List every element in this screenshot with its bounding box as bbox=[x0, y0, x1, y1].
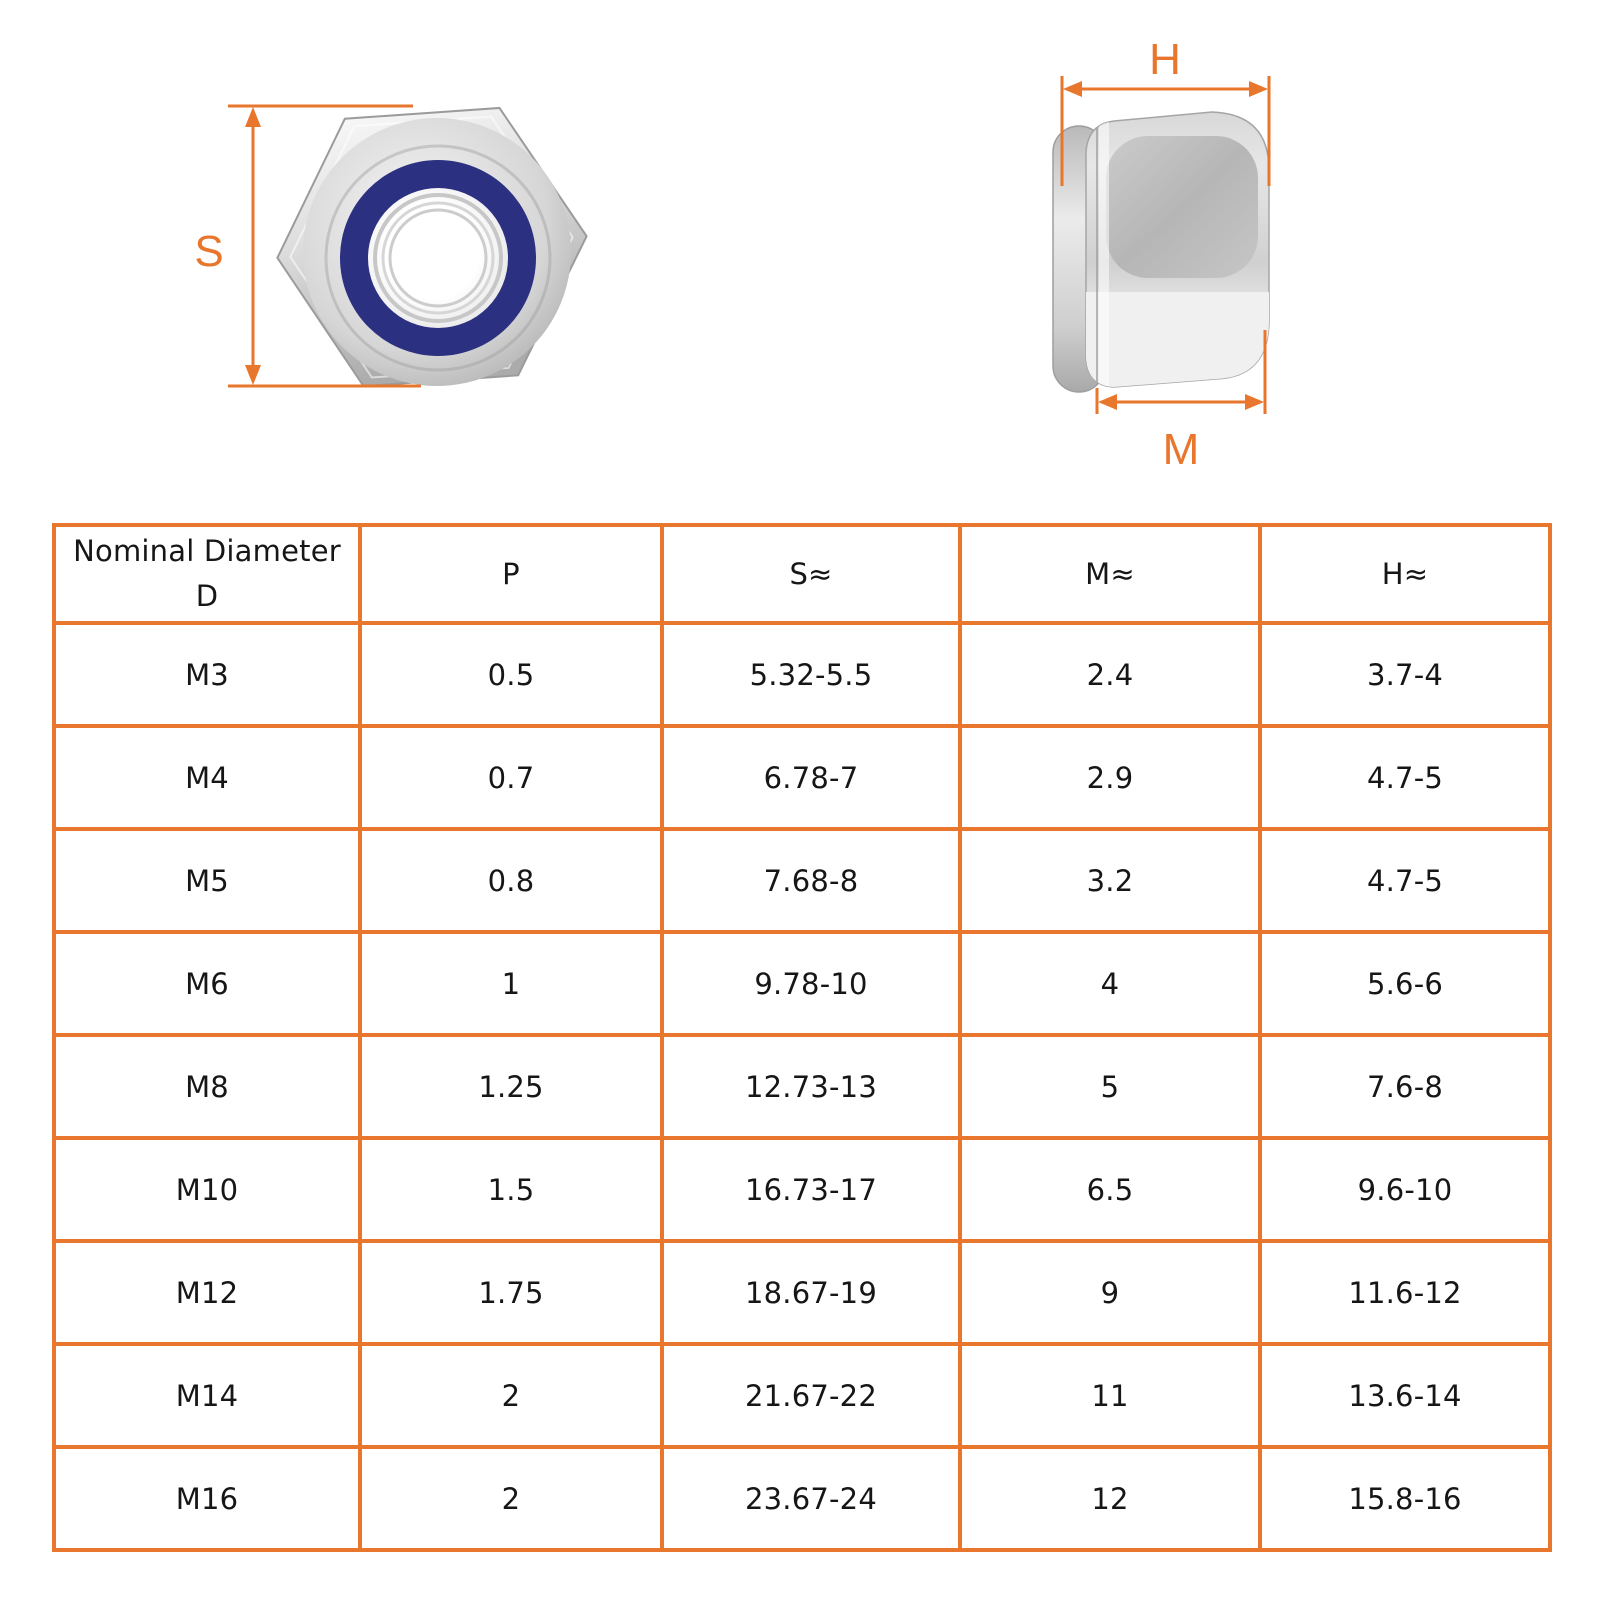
col-header-m: M≈ bbox=[960, 525, 1260, 623]
cell-s: 12.73-13 bbox=[662, 1035, 960, 1138]
cell-m: 4 bbox=[960, 932, 1260, 1035]
cell-h: 4.7-5 bbox=[1260, 726, 1550, 829]
cell-s: 18.67-19 bbox=[662, 1241, 960, 1344]
cell-size: M10 bbox=[54, 1138, 360, 1241]
table-row-m6 bbox=[54, 932, 1550, 1035]
lock-nut-side-view-diagram bbox=[980, 20, 1420, 480]
table-row-m8 bbox=[54, 1035, 1550, 1138]
header-row bbox=[54, 525, 1550, 623]
cell-h: 5.6-6 bbox=[1260, 932, 1550, 1035]
table-row-m16 bbox=[54, 1447, 1550, 1550]
cell-m: 12 bbox=[960, 1447, 1260, 1550]
cell-m: 3.2 bbox=[960, 829, 1260, 932]
col-header-h: H≈ bbox=[1260, 525, 1550, 623]
col-header-nominal-diameter-line2: D bbox=[195, 579, 219, 613]
dimension-label-h: H bbox=[1149, 35, 1181, 84]
cell-pitch: 1.5 bbox=[360, 1138, 662, 1241]
lock-nut-front-view-diagram bbox=[150, 40, 650, 460]
cell-size: M14 bbox=[54, 1344, 360, 1447]
spec-table-header bbox=[54, 525, 1550, 623]
table-row-m10 bbox=[54, 1138, 1550, 1241]
cell-s: 9.78-10 bbox=[662, 932, 960, 1035]
cell-size: M3 bbox=[54, 623, 360, 726]
table-row-m5 bbox=[54, 829, 1550, 932]
cell-s: 5.32-5.5 bbox=[662, 623, 960, 726]
dimension-label-s: S bbox=[194, 227, 224, 276]
cell-pitch: 2 bbox=[360, 1344, 662, 1447]
cell-size: M5 bbox=[54, 829, 360, 932]
cell-s: 21.67-22 bbox=[662, 1344, 960, 1447]
cell-m: 9 bbox=[960, 1241, 1260, 1344]
table-row-m14 bbox=[54, 1344, 1550, 1447]
cell-size: M12 bbox=[54, 1241, 360, 1344]
table-row-m4 bbox=[54, 726, 1550, 829]
cell-m: 2.9 bbox=[960, 726, 1260, 829]
cell-m: 2.4 bbox=[960, 623, 1260, 726]
cell-s: 6.78-7 bbox=[662, 726, 960, 829]
col-header-nominal-diameter bbox=[54, 525, 360, 623]
cell-s: 16.73-17 bbox=[662, 1138, 960, 1241]
cell-h: 3.7-4 bbox=[1260, 623, 1550, 726]
lock-nut-spec-table bbox=[52, 523, 1552, 1552]
hex-nut-side-illustration bbox=[1053, 108, 1275, 392]
cell-m: 11 bbox=[960, 1344, 1260, 1447]
cell-h: 7.6-8 bbox=[1260, 1035, 1550, 1138]
dimension-label-m: M bbox=[1162, 425, 1200, 474]
spec-table-body bbox=[54, 623, 1550, 1550]
table-row-m12 bbox=[54, 1241, 1550, 1344]
cell-m: 5 bbox=[960, 1035, 1260, 1138]
cell-pitch: 1 bbox=[360, 932, 662, 1035]
cell-h: 4.7-5 bbox=[1260, 829, 1550, 932]
cell-pitch: 1.75 bbox=[360, 1241, 662, 1344]
cell-size: M6 bbox=[54, 932, 360, 1035]
cell-m: 6.5 bbox=[960, 1138, 1260, 1241]
cell-h: 15.8-16 bbox=[1260, 1447, 1550, 1550]
cell-h: 9.6-10 bbox=[1260, 1138, 1550, 1241]
cell-pitch: 2 bbox=[360, 1447, 662, 1550]
cell-pitch: 0.7 bbox=[360, 726, 662, 829]
cell-size: M8 bbox=[54, 1035, 360, 1138]
hex-nut-front-illustration bbox=[268, 103, 596, 392]
cell-size: M4 bbox=[54, 726, 360, 829]
cell-pitch: 0.5 bbox=[360, 623, 662, 726]
col-header-s: S≈ bbox=[662, 525, 960, 623]
cell-h: 13.6-14 bbox=[1260, 1344, 1550, 1447]
cell-pitch: 1.25 bbox=[360, 1035, 662, 1138]
col-header-p: P bbox=[360, 525, 662, 623]
col-header-nominal-diameter-line1: Nominal Diameter bbox=[73, 534, 341, 568]
cell-size: M16 bbox=[54, 1447, 360, 1550]
table-row-m3 bbox=[54, 623, 1550, 726]
cell-s: 7.68-8 bbox=[662, 829, 960, 932]
cell-h: 11.6-12 bbox=[1260, 1241, 1550, 1344]
cell-s: 23.67-24 bbox=[662, 1447, 960, 1550]
cell-pitch: 0.8 bbox=[360, 829, 662, 932]
